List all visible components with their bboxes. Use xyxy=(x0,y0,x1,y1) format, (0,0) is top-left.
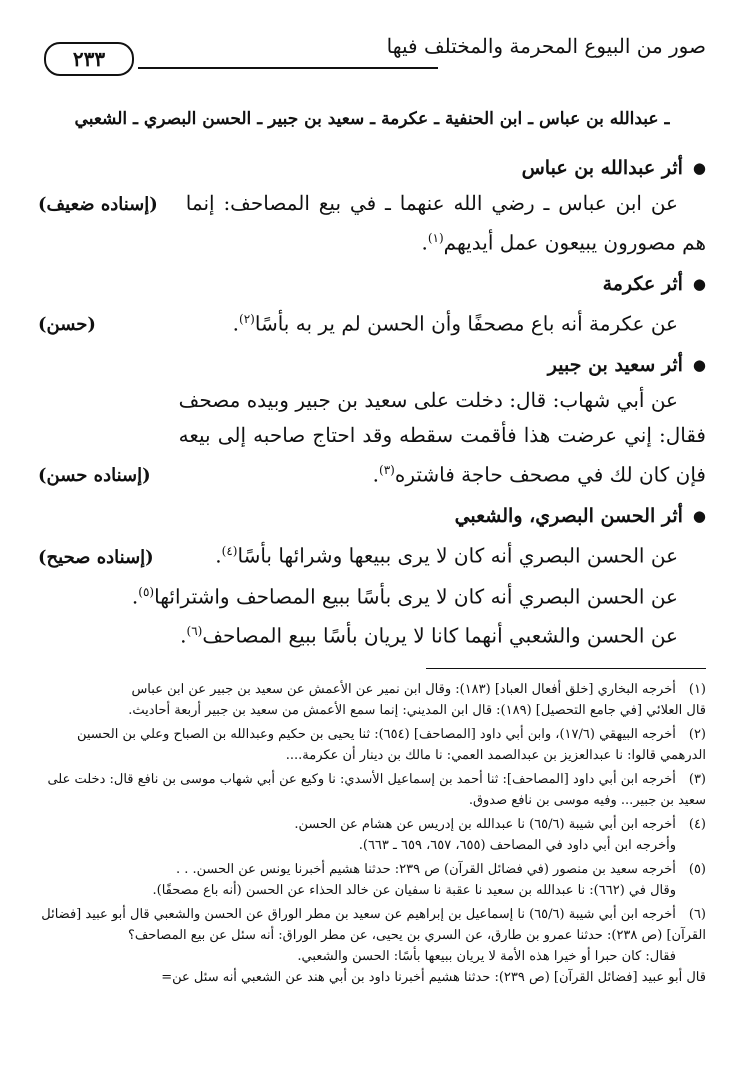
footnote-text: أخرجه ابن أبي شيبة (٦٥/٦) نا إسماعيل بن إبراهيم عن سعيد بن مطر الوراق عن الحسن والشعبي قال أبو عبيد [فضائل القرآن] (ص ٢٣٨): حدثنا عمرو بن طارق، عن السري بن يحيى، عن مطر الوراق: أنه سئل عن بيع المصاحف؟ xyxy=(41,906,706,943)
footnote-line xyxy=(38,904,706,946)
footnote-ref: (٣) xyxy=(379,463,395,478)
narrator-chain: ـ عبدالله بن عباس ـ ابن الحنفية ـ عكرمة ـ سعيد بن جبير ـ الحسن البصري ـ الشعبي xyxy=(74,109,670,129)
heading-text: أثر عكرمة xyxy=(602,272,683,295)
heading-text: أثر سعيد بن جبير xyxy=(547,354,683,377)
footnote-line: قال أبو عبيد [فضائل القرآن] (ص ٢٣٩): حدثنا هشيم أخبرنا داود بن أبي هند عن الشعبي أنه سئل عن= xyxy=(161,969,706,985)
footnote-line: فقال: كان حبرا أو خيرا هذه الأمة لا يريان ببيعها بأسًا: الحسن والشعبي. xyxy=(297,948,676,964)
footnote-line xyxy=(38,814,706,835)
sentence-end: . xyxy=(421,230,428,255)
main-text xyxy=(38,102,706,654)
running-title: صور من البيوع المحرمة والمختلف فيها xyxy=(386,34,706,58)
footnote-number: (٣) xyxy=(688,771,706,787)
footnote-line xyxy=(38,859,706,880)
bullet-icon: ● xyxy=(692,159,706,177)
paragraph-ibn-abbas xyxy=(38,186,706,261)
footnote-separator xyxy=(426,668,706,669)
footnote-number: (١) xyxy=(688,681,706,697)
page-number: ٢٣٣ xyxy=(44,42,134,76)
athar-text: عن ابن عباس ـ رضي الله عنهما ـ في بيع المصاحف: إنما هم مصورون يبيعون عمل أيديهم xyxy=(185,191,706,255)
page-header xyxy=(38,20,706,92)
footnote-ref: (٤) xyxy=(221,543,238,558)
paragraph-said xyxy=(38,383,706,493)
section-heading-hasan xyxy=(38,499,706,534)
footnote-ref: (٦) xyxy=(186,624,203,639)
paragraph-ikrima xyxy=(38,302,706,343)
sentence-end: . xyxy=(180,623,187,648)
footnote-2 xyxy=(38,724,706,766)
athar-text: عن عكرمة أنه باع مصحفًا وأن الحسن لم ير به بأسًا xyxy=(254,311,678,336)
paragraph-text xyxy=(186,186,706,261)
footnote-line xyxy=(38,724,706,766)
grade-label: (حسن) xyxy=(38,314,96,336)
section-heading-ikrima xyxy=(38,267,706,302)
footnote-5 xyxy=(38,859,706,901)
footnote-number: (٢) xyxy=(688,726,706,742)
paragraph-hasan-2 xyxy=(38,575,706,615)
athar-text: عن الحسن والشعبي أنهما كانا لا يريان بأسًا ببيع المصاحف xyxy=(202,623,678,648)
paragraph-hasan-3 xyxy=(38,614,706,654)
footnote-text: أخرجه ابن أبي داود [المصاحف]: ثنا أحمد بن إسماعيل الأسدي: نا وكيع عن أبي شهاب موسى بن نافع قال: دخلت على سعيد بن جبير... وفيه موسى بن نافع صدوق. xyxy=(47,771,706,808)
footnote-line xyxy=(38,769,706,811)
footnote-text: أخرجه البيهقي (١٧/٦)، وابن أبي داود [المصاحف] (٦٥٤): ثنا يحيى بن حكيم وعبدالله بن الصباح وعلي بن الحسين الدرهمي قالوا: نا عبدالعزيز بن عبدالصمد العمي: نا مالك بن دينار أن عكرمة.... xyxy=(76,726,706,763)
heading-text: أثر الحسن البصري، والشعبي xyxy=(454,504,683,527)
footnote-text: أخرجه سعيد بن منصور (في فضائل القرآن) ص ٢٣٩: حدثنا هشيم أخبرنا يونس عن الحسن. . . xyxy=(175,861,676,877)
heading-text: أثر عبدالله بن عباس xyxy=(521,157,683,179)
book-page xyxy=(38,20,706,991)
footnote-number: (٤) xyxy=(688,816,706,832)
footnote-1 xyxy=(38,679,706,721)
bullet-icon: ● xyxy=(692,356,706,375)
footnotes xyxy=(38,679,706,988)
header-rule xyxy=(138,67,438,69)
sentence-end: . xyxy=(232,311,240,336)
sentence-end: . xyxy=(215,543,222,568)
athar-text: عن الحسن البصري أنه كان لا يرى بأسًا ببيع المصاحف واشترائها xyxy=(154,584,678,609)
grade-label: (إسناده ضعيف) xyxy=(38,194,158,215)
bullet-icon: ● xyxy=(692,274,706,293)
footnote-line: وقال في (٦٦٢): نا عبدالله بن سعيد نا عقبة نا سفيان عن خالد الحذاء عن الحسن (أنه باع مصحفًا). xyxy=(152,882,676,898)
section-heading-said xyxy=(38,348,706,383)
grade-label: (إسناده حسن) xyxy=(38,464,151,486)
footnote-number: (٦) xyxy=(688,906,706,922)
footnote-ref: (٥) xyxy=(138,584,155,599)
section-heading-ibn-abbas xyxy=(38,151,706,186)
paragraph-text xyxy=(215,534,706,574)
athar-text: عن أبي شهاب: قال: دخلت على سعيد بن جبير وبيده مصحف فقال: إني عرضت هذا فأقمت سقطه وقد احتاج صاحبه إلى بيعه فإن كان لك في مصحف حاجة فاشتره xyxy=(178,388,706,487)
footnote-ref: (١) xyxy=(427,231,444,245)
footnote-line: وأخرجه ابن أبي داود في المصاحف (٦٥٥، ٦٥٧، ٦٥٩ ـ ٦٦٣). xyxy=(358,837,676,853)
footnote-6 xyxy=(38,904,706,988)
footnote-line: قال العلائي [في جامع التحصيل] (١٨٩): قال ابن المديني: إنما سمع الأعمش من سعيد بن جبير أربعة أحاديث. xyxy=(128,702,706,718)
grade-label: (إسناده صحيح) xyxy=(38,546,154,568)
footnote-3 xyxy=(38,769,706,811)
athar-text: عن الحسن البصري أنه كان لا يرى ببيعها وشرائها بأسًا xyxy=(237,543,678,568)
paragraph-text xyxy=(179,383,706,493)
bullet-icon: ● xyxy=(692,506,706,525)
sentence-end: . xyxy=(131,584,139,609)
footnote-number: (٥) xyxy=(688,861,706,877)
paragraph-text xyxy=(233,302,706,342)
paragraph-hasan-1 xyxy=(38,534,706,575)
footnote-line xyxy=(38,679,706,700)
footnote-text: أخرجه ابن أبي شيبة (٦٥/٦) نا عبدالله بن إدريس عن هشام عن الحسن. xyxy=(294,816,676,832)
footnote-4 xyxy=(38,814,706,856)
footnote-text: أخرجه البخاري [خلق أفعال العباد] (١٨٣): وقال ابن نمير عن الأعمش عن سعيد بن جبير عن ابن عباس xyxy=(131,681,676,697)
sentence-end: . xyxy=(372,462,380,487)
footnote-ref: (٢) xyxy=(239,311,255,326)
